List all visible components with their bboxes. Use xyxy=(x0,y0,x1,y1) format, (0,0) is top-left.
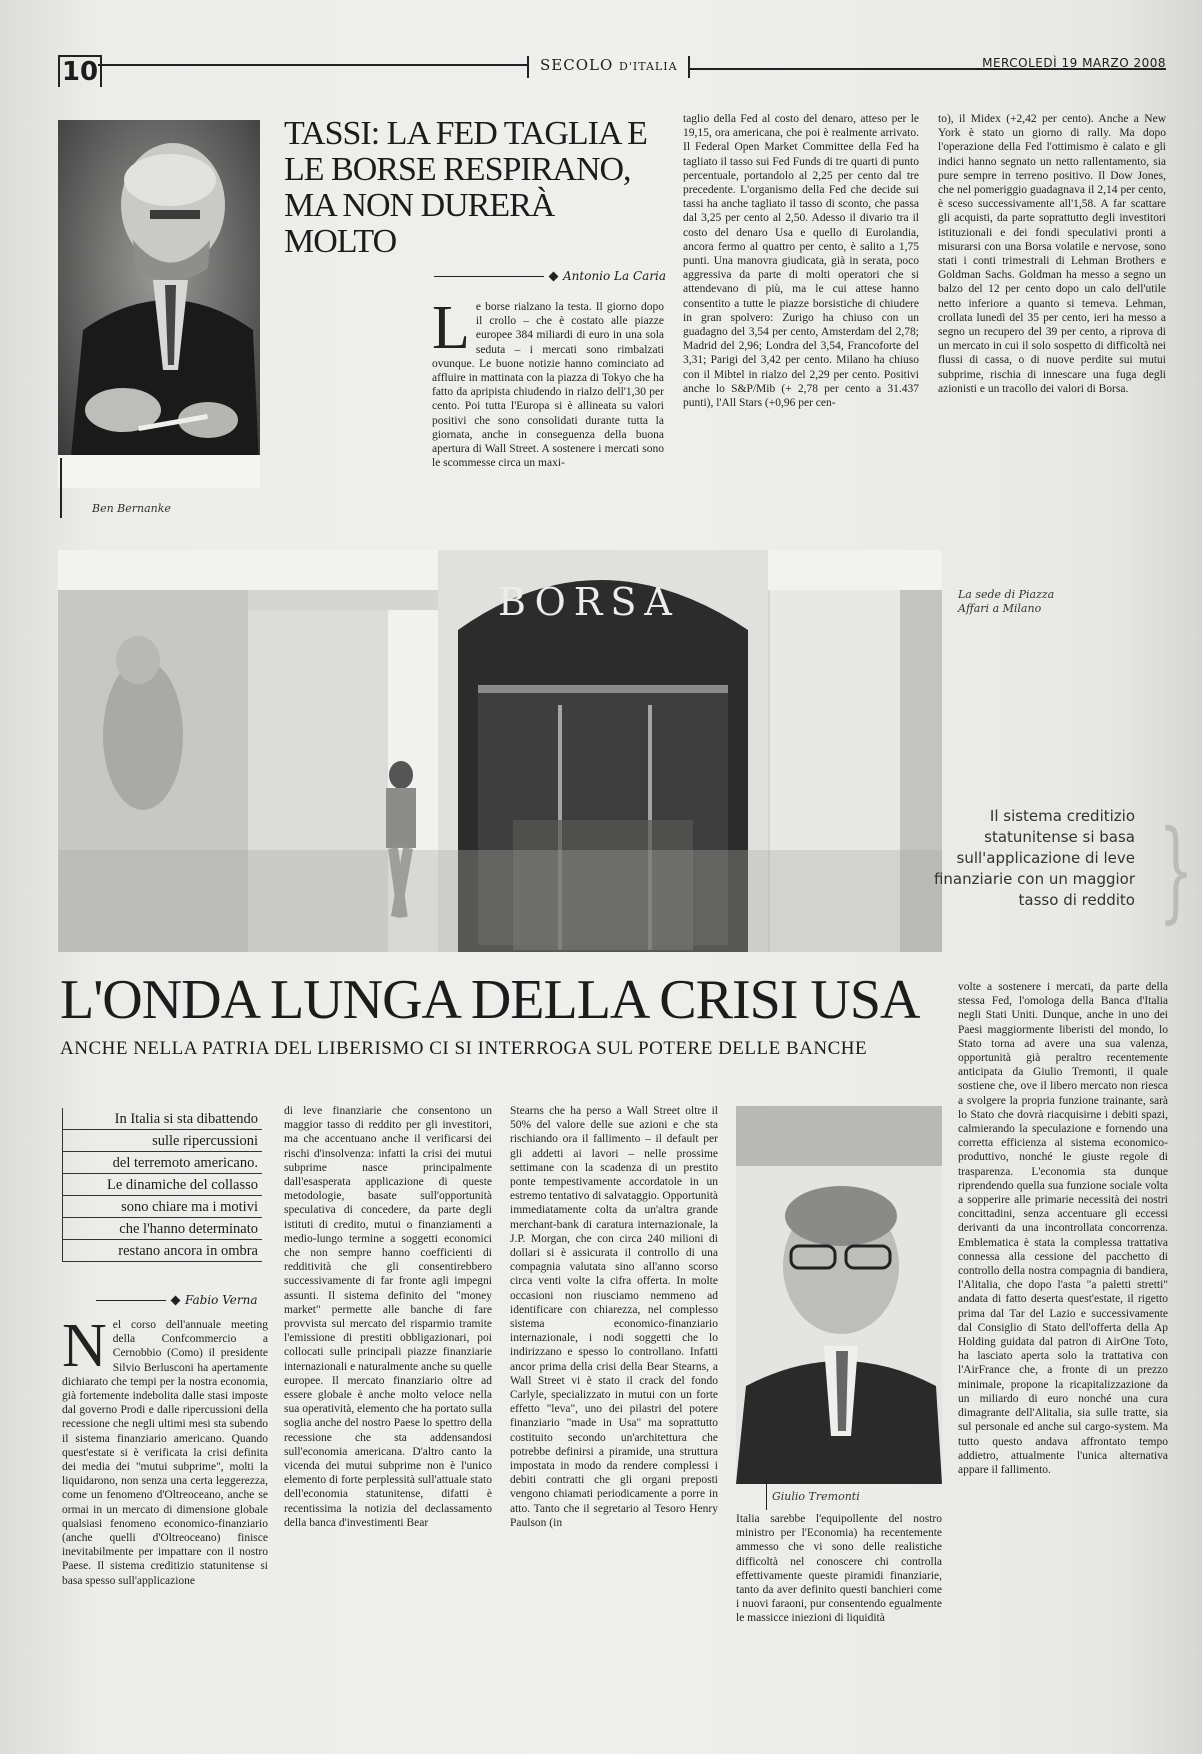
article2-col1-text: el corso dell'annuale meeting della Confcommercio a Cernobbio (Como) il presidente Silvio Berlusconi ha apertamente dichiarato che tempi per la nostra economia, già fortemente indebolita dalle stasi imposte dal governo Prodi e dalle ripercussioni della recessione che negli ultimi mesi sta subendo il sistema finanziario americano. Quando quest'estate si è verificata la crisi definita dei media dei "mutui subprime", molti la liquidarono, non senza una certa leggerezza, come un fenomeno d'Oltreoceano, anche se ormai in un mercato di dimensione globale qualsiasi fenomeno economico-finanziario (anche quelli d'Oltreoceano) finisce inevitabilmente per impattare con il nostro Paese. Il sistema creditizio statunitense si basa spesso sull'applicazione xyxy=(62,1319,268,1587)
header-divider-2 xyxy=(688,56,690,78)
publication-suffix: D'ITALIA xyxy=(619,60,678,73)
tremonti-portrait-image xyxy=(736,1106,942,1484)
article2-headline: L'ONDA LUNGA DELLA CRISI USA xyxy=(60,969,920,1031)
article1-column-1 xyxy=(432,300,664,512)
tremonti-caption: Giulio Tremonti xyxy=(772,1490,860,1503)
article1-headline: TASSI: LA FED TAGLIA E LE BORSE RESPIRANO, MA NON DURERÀ MOLTO xyxy=(284,115,647,260)
article1-column-3: to), il Midex (+2,42 per cento). Anche a New York è stato un giorno di rally. Ma dopo l'operazione della Fed l'ottimismo è calato e gli indici hanno segnato un netto rallentamento, sia pure sempre in terreno positivo. Il Dow Jones, che nel pomeriggio guadagnava il 2,14 per cento, è sceso successivamente all'1,58. A far scattare gli acquisti, da parte soprattutto degli investitori istituzionali e dei fondi speculativi pronti a misurarsi con una Borsa volatile e nervose, sono stati i conti trimestrali di Lehman Brothers e Goldman Sachs. Goldman ha messo a segno un balzo del 12 per cento dopo un calo dell'utile netto inferiore a quanto si temeva. Lehman, crollata lunedì del 35 per cento, ieri ha messo a segno un recupero del 39 per cento, a riprova di un mercato in cui il solo sospetto di difficoltà nei flussi di cassa, o di nuove perdite sui mutui subprime, rischia di innescare una fuga degli azionisti e un tracollo dei valori di Borsa. xyxy=(938,113,1166,395)
borsa-sign: BORSA xyxy=(498,580,680,624)
header-rule-left xyxy=(98,64,528,66)
article2-drop-cap: N xyxy=(62,1318,107,1380)
pullquote-line: del terremoto americano. xyxy=(62,1152,262,1174)
header-divider xyxy=(527,56,529,78)
borsa-photo xyxy=(58,550,942,952)
article1-col1-text: e borse rialzano la testa. Il giorno dopo il crollo – che è costato alle piazze europee 384 miliardi di euro in una sola seduta – i mercati sono rimbalzati ovunque. Le buone notizie hanno cominciato ad affluire in mattinata con la piazza di Tokyo che ha fatto da apripista chiudendo in rialzo dell'1,30 per cento. Poi tutta l'Europa si è allineata su valori positivi che sono consolidati durante tutta la giornata, anche in conseguenza della buona apertura di Wall Street. A sostenere i mercati sono le scommesse circa un maxi- xyxy=(432,301,664,470)
bernanke-portrait-image xyxy=(58,120,260,488)
pullquote-line: che l'hanno determinato xyxy=(62,1218,262,1240)
article2-byline xyxy=(96,1293,258,1307)
bernanke-photo xyxy=(58,120,260,488)
article2-column-2: di leve finanziarie che consentono un maggior tasso di reddito per gli investitori, ma che accentuano anche il verificarsi dei rischi d'insolvenza: infatti la crisi dei mutui subprime nasce principalmente dall'esasperata applicazione di queste metodologie, basate sull'opportunità speculativa di concedere, da parte degli istituti di credito, mutui o finanziamenti a medio-lungo termine a soggetti economici che non sempre hanno coefficienti di redditività che gli consentirebbero successivamente di far fronte agli impegni assunti. Il sistema definito del "money market" permette alle banche di fare provvista sul mercato del risparmio tramite l'emissione di prestiti obbligazionari, poi collocati sulle principali piazze finanziarie internazionali e naturalmente anche su quelle europee. Il mercato finanziario oltre ad essere globale è anche molto veloce nella sua operatività, elemento che ha portato sulla soglia anche del nostro Paese lo spettro della recessione che sta addensandosi sull'economia americana. D'altro canto la vicenda dei mutui subprime non è l'unico elemento di forte perplessità sull'attuale stato dell'economia statunitense, difatti è recentissima la notizia del declassamento della banca d'investimenti Bear xyxy=(284,1105,492,1529)
caption-rule xyxy=(766,1480,767,1510)
article2-column-1 xyxy=(62,1318,268,1722)
pullquote-line: sulle ripercussioni xyxy=(62,1130,262,1152)
publication-name: SECOLO D'ITALIA xyxy=(540,56,678,74)
pullquote-line: restano ancora in ombra xyxy=(62,1240,262,1262)
article1-author: Antonio La Caria xyxy=(563,269,667,283)
page-number: 10 xyxy=(58,55,102,87)
pullquote-line: sono chiare ma i motivi xyxy=(62,1196,262,1218)
pullquote-line: In Italia si sta dibattendo xyxy=(62,1108,262,1130)
tremonti-photo xyxy=(736,1106,942,1484)
byline-diamond-icon xyxy=(549,271,559,281)
article2-subheadline: ANCHE NELLA PATRIA DEL LIBERISMO CI SI INTERROGA SUL POTERE DELLE BANCHE xyxy=(60,1038,868,1059)
bernanke-caption: Ben Bernanke xyxy=(92,502,171,515)
article2-column-4: Italia sarebbe l'equipollente del nostro ministro per l'Economia) ha recentemente ammesso che vi sono delle realistiche difficoltà nel conoscere chi controlla effettivamente queste piramidi finanziarie, tanto da aver definito questi banchieri come i nuovi faraoni, pur consentendo egualmente le massicce iniezioni di liquidità xyxy=(736,1513,942,1625)
borsa-caption: La sede di Piazza Affari a Milano xyxy=(958,588,1055,615)
article2-pullquote xyxy=(62,1108,262,1262)
article2-author: Fabio Verna xyxy=(185,1293,258,1307)
article1-column-2: taglio della Fed al costo del denaro, atteso per le 19,15, ora americana, che poi è realmente arrivato. Il Federal Open Market Committee della Fed ha tagliato il tasso sui Fed Funds di tre quarti di punto percentuale, portandolo al 2,25 per cento dal tre precedente. L'organismo della Fed che decide sui tassi ha anche tagliato il tasso di sconto, che passa dal 3,25 per cento al 2,50. Adesso il divario tra il costo del denaro Usa e quello di Eurolandia, ancora fermo al quattro per cento, è salito a 1,75 punti. Una manovra giudicata, già in serata, poco aggressiva da parte di molti operatori che si attendevano di più, ma le cui attese hanno consentito a tutte le piazze borsistiche di chiudere in gran spolvero: Zurigo ha chiuso con un guadagno del 3,54 per cento, Amsterdam del 2,78; Madrid del 2,96; Londra del 3,54, Francoforte del 3,31; Parigi del 3,42 per cento. Milano ha chiuso con il Mibtel in rialzo del 2,29 per cento. Positivi anche lo S&P/Mib (+ 2,78 per cento a 31.437 punti), l'All Stars (+0,96 per cen- xyxy=(683,113,919,410)
caption-rule xyxy=(60,458,62,518)
byline-rule xyxy=(434,276,544,277)
byline-diamond-icon xyxy=(171,1295,181,1305)
article1-byline xyxy=(434,269,666,283)
quote-brace-icon: } xyxy=(1158,806,1194,934)
issue-date: MERCOLEDÌ 19 MARZO 2008 xyxy=(982,56,1166,70)
article2-column-3: Stearns che ha perso a Wall Street oltre il 50% del valore delle sue azioni e che sta rischiando ora il fallimento – il default per gli addetti ai lavori – nelle prossime settimane con la scadenza di un prestito ponte tempestivamente accordatole in un estremo tentativo di salvataggio. Opportunità immediatamente colta da un'altra grande merchant-bank di caratura internazionale, la J.P. Morgan, che con circa 240 milioni di dollari si è assicurata il controllo di una compagnia valutata sino all'anno scorso circa venti volte la cifra offerta. In molte occasioni non riusciamo nemmeno ad identificare con chiarezza, nel complesso sistema economico-finanziario internazionale, i nodi soggetti che lo indirizzano e spesso lo controllano. Infatti ancor prima della crisi della Bear Stearns, a Wall Street vi è stato il crack del fondo Carlyle, specializzato in mutui con un forte effetto "leva", uno dei pilastri del potere finanziario "made in Usa" ma soprattutto costituito secondo un'architettura che potrebbe definirsi a piramide, una struttura impostata in modo da rendere complessi i debiti contratti che gli organi preposti vengono chiamati periodicamente a porre in atto. Tanto che il segretario al Tesoro Henry Paulson (in xyxy=(510,1105,718,1529)
pullquote-line: Le dinamiche del collasso xyxy=(62,1174,262,1196)
byline-rule xyxy=(96,1300,166,1301)
pull-quote: Il sistema creditizio statunitense si basa sull'applicazione di leve finanziarie con un maggior tasso di reddito xyxy=(933,807,1135,909)
article1-drop-cap: L xyxy=(432,300,470,362)
article2-column-5: volte a sostenere i mercati, da parte della stessa Fed, l'omologa della Banca d'Italia negli Stati Uniti. Dunque, anche in uno dei Paesi maggiormente liberisti del mondo, lo Stato torna ad avere una sua valenza, opportunità già peraltro recentemente anticipata da Giulio Tremonti, il quale sostiene che, ove il libero mercato non riesca a svolgere la propria funzione trainante, sarà lo Stato che dovrà riacquisirne i debiti spazi, calmierando la speculazione e fornendo una corretta efficienza al sistema economico-produttivo, nonché le giuste regole di trasparenza. L'economia sta dunque riprendendo quella sua funzione sociale volta a sopperire alle primarie necessità dei nostri concittadini, senza accentuare gli eccessi derivanti da una incontrollata concorrenza. Emblematica è stata la complessa trattativa connessa alla cessione del pacchetto di controllo della nostra compagnia di bandiera, l'Alitalia, che dopo l'asta "a paletti stretti" andata di fatto deserta quest'estate, il rigetto prima dal Tar del Lazio e successivamente dal Consiglio di Stato dell'offerta della Ap Holding guidata dal patron di AirOne Toto, ha lasciato aperta solo la trattativa con l'AirFrance che, a fronte di un prezzo minimale, propone la ricapitalizzazione da un miliardo di euro nonché una cura dimagrante dell'Alitalia, sia sulle tratte, sia sul personale ed anche sul cargo-system. Ma tutto questo andava affrontato tempo addietro, attualmente l'unica alternativa appare il fallimento. xyxy=(958,981,1168,1476)
